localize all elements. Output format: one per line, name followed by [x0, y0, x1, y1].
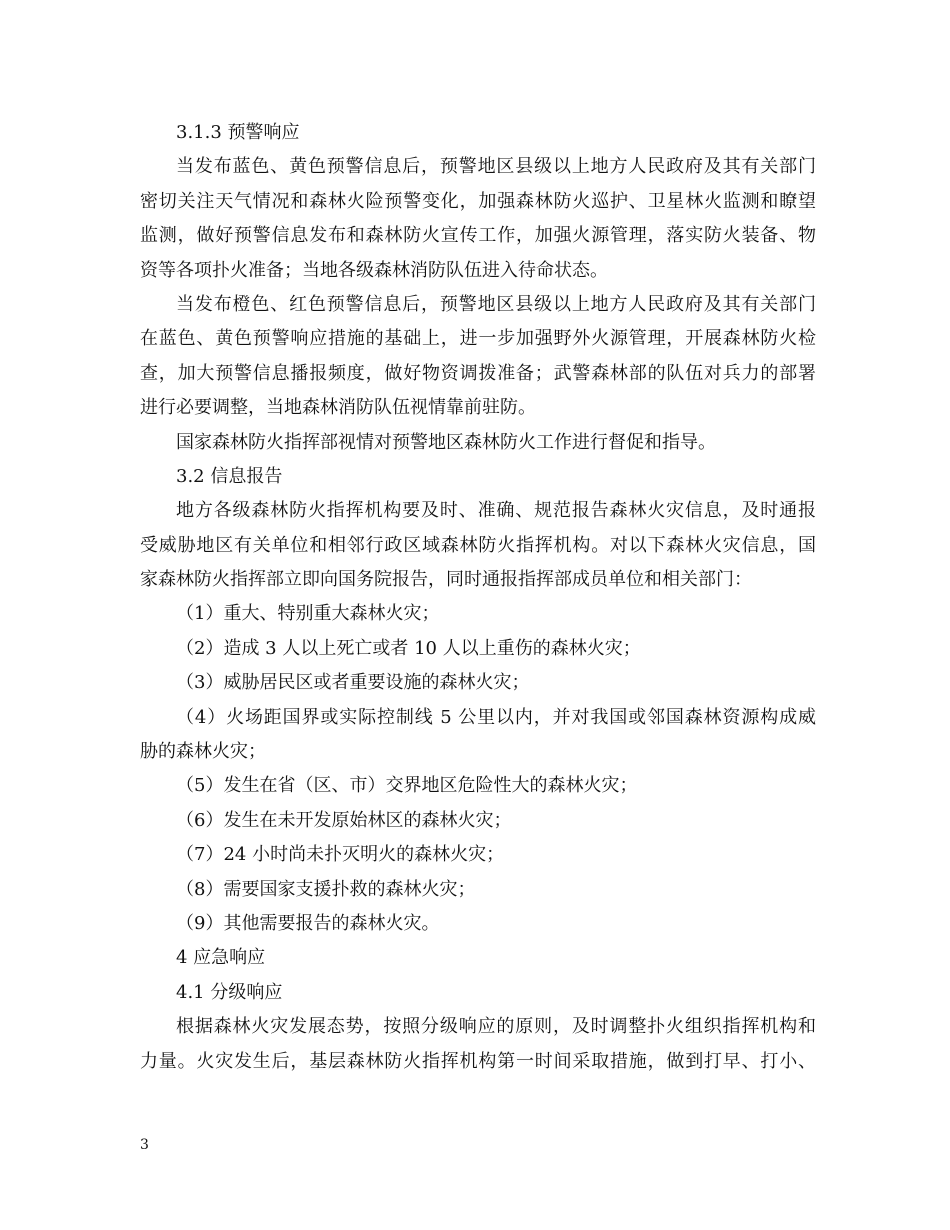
list-item: （2）造成 3 人以上死亡或者 10 人以上重伤的森林火灾； [176, 637, 641, 659]
section-heading: 3.2 信息报告 [176, 465, 283, 487]
page-number: 3 [140, 1137, 149, 1153]
list-item-continuation: 胁的森林火灾； [140, 741, 266, 763]
list-item: （6）发生在未开发原始林区的森林火灾； [176, 809, 512, 831]
paragraph-line: 受威胁地区有关单位和相邻行政区域森林防火指挥机构。对以下森林火灾信息，国 [140, 534, 816, 556]
list-item: （8）需要国家支援扑救的森林火灾； [176, 878, 476, 900]
paragraph-line: 密切关注天气情况和森林火险预警变化，加强森林防火巡护、卫星林火监测和瞭望 [140, 190, 816, 212]
paragraph-line: 力量。火灾发生后，基层森林防火指挥机构第一时间采取措施，做到打早、打小、 [140, 1050, 816, 1072]
paragraph-line: 地方各级森林防火指挥机构要及时、准确、规范报告森林火灾信息，及时通报 [176, 500, 816, 522]
paragraph-line: 家森林防火指挥部立即向国务院报告，同时通报指挥部成员单位和相关部门： [140, 569, 752, 591]
list-item: （1）重大、特别重大森林火灾； [176, 603, 440, 625]
list-item: （9）其他需要报告的森林火灾。 [176, 912, 440, 934]
section-heading: 3.1.3 预警响应 [176, 122, 300, 143]
paragraph-line: 资等各项扑火准备；当地各级森林消防队伍进入待命状态。 [140, 259, 608, 281]
paragraph-line: 查，加大预警信息播报频度，做好物资调拨准备；武警森林部的队伍对兵力的部署 [140, 362, 816, 384]
list-item: （4）火场距国界或实际控制线 5 公里以内，并对我国或邻国森林资源构成威 [176, 706, 816, 728]
paragraph-line: 在蓝色、黄色预警响应措施的基础上，进一步加强野外火源管理，开展森林防火检 [140, 328, 816, 350]
paragraph-line: 当发布橙色、红色预警信息后，预警地区县级以上地方人民政府及其有关部门 [176, 293, 816, 315]
section-heading: 4 应急响应 [176, 947, 266, 969]
paragraph-line: 国家森林防火指挥部视情对预警地区森林防火工作进行督促和指导。 [176, 431, 716, 453]
list-item: （5）发生在省（区、市）交界地区危险性大的森林火灾； [176, 775, 638, 797]
list-item: （3）威胁居民区或者重要设施的森林火灾； [176, 672, 530, 694]
document-body [140, 116, 816, 1079]
paragraph-line: 当发布蓝色、黄色预警信息后，预警地区县级以上地方人民政府及其有关部门 [176, 156, 816, 178]
paragraph-line: 进行必要调整，当地森林消防队伍视情靠前驻防。 [140, 397, 536, 419]
section-heading: 4.1 分级响应 [176, 981, 283, 1003]
paragraph-line: 监测，做好预警信息发布和森林防火宣传工作，加强火源管理，落实防火装备、物 [140, 225, 816, 247]
paragraph-line: 根据森林火灾发展态势，按照分级响应的原则，及时调整扑火组织指挥机构和 [176, 1016, 816, 1038]
list-item: （7）24 小时尚未扑灭明火的森林火灾； [176, 844, 505, 866]
